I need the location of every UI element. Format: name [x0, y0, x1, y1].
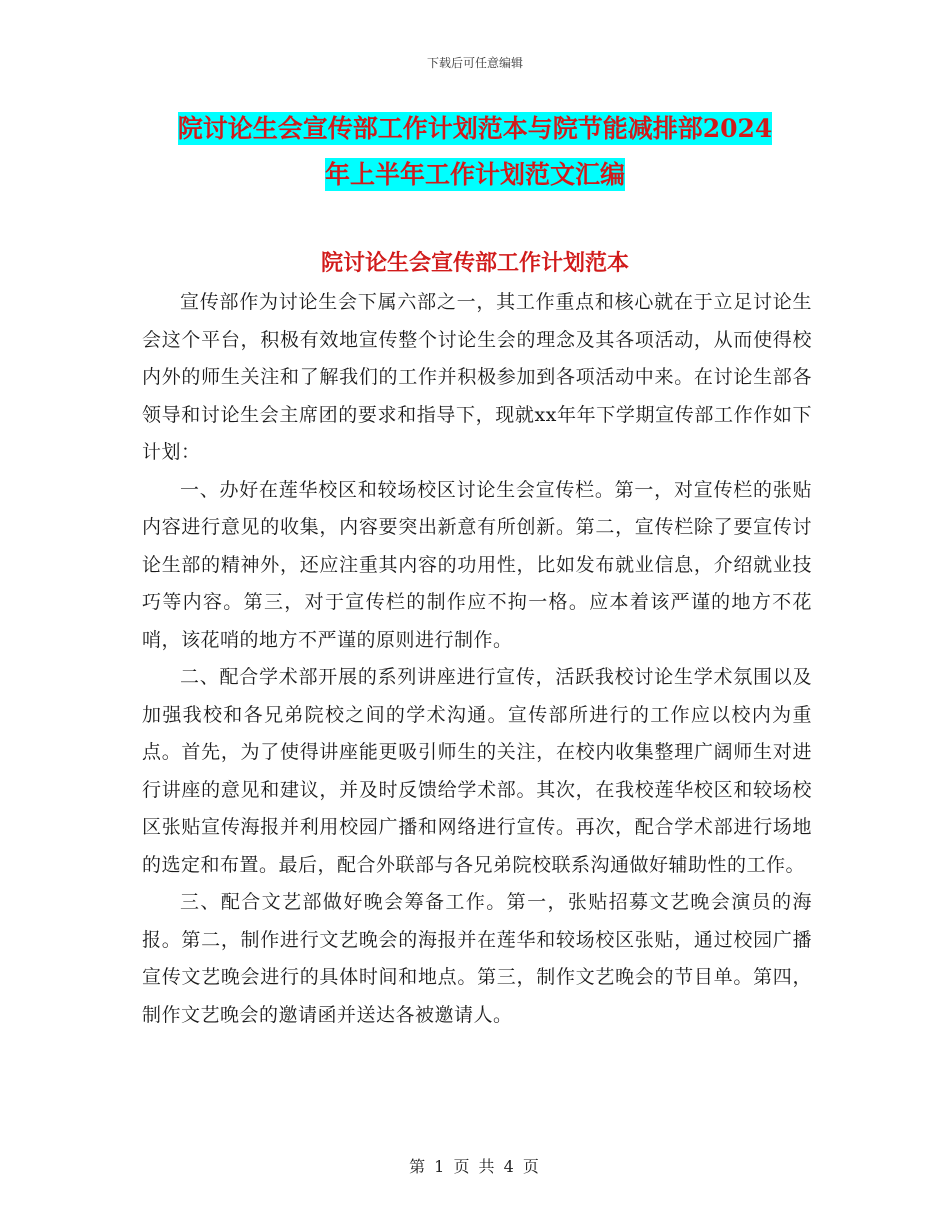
- document-title-line1: 院讨论生会宣传部工作计划范本与院节能减排部2024: [177, 114, 773, 143]
- paragraph-bulletin-board: 一、办好在莲华校区和较场校区讨论生会宣传栏。第一，对宣传栏的张贴内容进行意见的收集，内容要突出新意有所创新。第二，宣传栏除了要宣传讨论生部的精神外，还应注重其内容的功用性，比如发布就业信息，介绍就业技巧等内容。第三，对于宣传栏的制作应不拘一格。应本着该严谨的地方不花哨，该花哨的地方不严谨的原则进行制作。: [142, 478, 812, 651]
- paragraph-intro: 宣传部作为讨论生会下属六部之一，其工作重点和核心就在于立足讨论生会这个平台，积极有效地宣传整个讨论生会的理念及其各项活动，从而使得校内外的师生关注和了解我们的工作并积极参加到各项活动中来。在讨论生部各领导和讨论生会主席团的要求和指导下，现就xx年年下学期宣传部工作作如下计划：: [142, 291, 812, 463]
- header-note: 下载后可任意编辑: [426, 56, 523, 70]
- section-title: 院讨论生会宣传部工作计划范本: [320, 250, 629, 276]
- document-title-line2: 年上半年工作计划范文汇编: [324, 160, 625, 189]
- document-title: [0, 106, 950, 198]
- paragraph-gala-preparation: 三、配合文艺部做好晚会筹备工作。第一，张贴招募文艺晚会演员的海报。第二，制作进行文艺晚会的海报并在莲华和较场校区张贴，通过校园广播宣传文艺晚会进行的具体时间和地点。第三，制作文艺晚会的节目单。第四，制作文艺晚会的邀请函并送达各被邀请人。: [142, 891, 812, 1026]
- body-text: [142, 284, 812, 1034]
- page-number: 第 1 页 共 4 页: [409, 1157, 541, 1176]
- paragraph-lecture-publicity: 二、配合学术部开展的系列讲座进行宣传，活跃我校讨论生学术氛围以及加强我校和各兄弟院校之间的学术沟通。宣传部所进行的工作应以校内为重点。首先，为了使得讲座能更吸引师生的关注，在校内收集整理广阔师生对进行讲座的意见和建议，并及时反馈给学术部。其次，在我校莲华校区和较场校区张贴宣传海报并利用校园广播和网络进行宣传。再次，配合学术部进行场地的选定和布置。最后，配合外联部与各兄弟院校联系沟通做好辅助性的工作。: [142, 666, 812, 876]
